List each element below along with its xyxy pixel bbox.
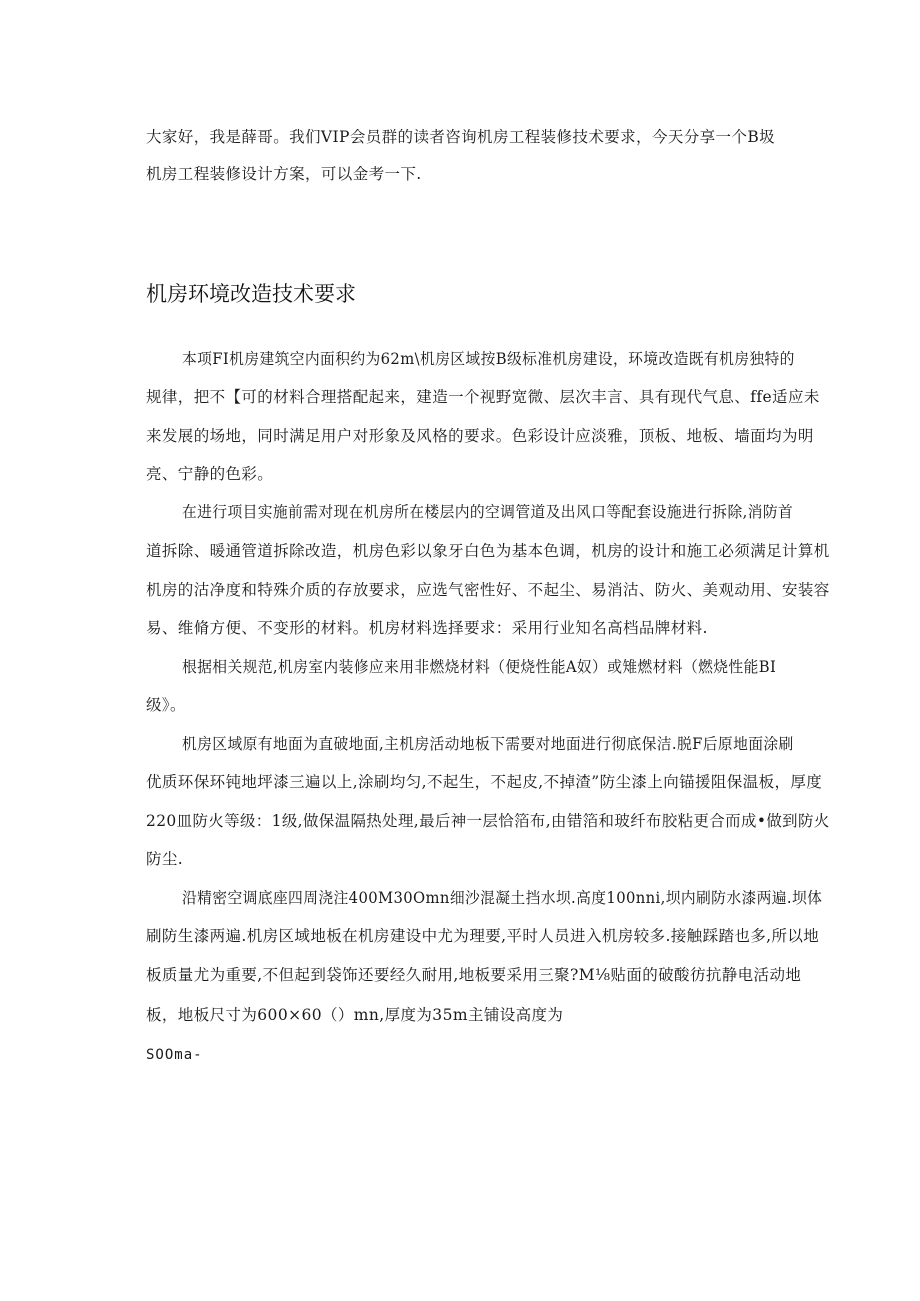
paragraph-4-line-4: 防尘. — [146, 850, 184, 868]
paragraph-2-line-2: 道拆除、暖通管道拆除改造，机房色彩以象牙白色为基本色调，机房的设计和施工必须满足计算机 — [146, 542, 830, 560]
paragraph-1-line-1: 本项FI机房建筑空内面积约为62m\机房区域按B级标准机房建设，环境改造既有机房独特的 — [182, 350, 795, 368]
paragraph-1-line-4: 亮、宁静的色彩。 — [146, 465, 274, 483]
paragraph-2-line-4: 易、维脩方便、不变形的材料。机房材料选择要求：采用行业知名高档品牌材料. — [146, 619, 708, 637]
paragraph-3-line-1: 根据相关规范,机房室内装修应来用非燃烧材料（便烧性能A奴）或雉燃材料（燃烧性能BI — [182, 658, 777, 676]
paragraph-4-line-3: 220皿防火等级：1级,做保温隔热处理,最后神一层恰箔布,由错箔和玻纤布胶粘更合而成•做到防火 — [146, 812, 830, 830]
intro-line-2: 机房工程装修设计方案，可以金考一下. — [146, 165, 422, 183]
section-heading: 机房环境改造技术要求 — [146, 282, 356, 306]
paragraph-2-line-1: 在进行项目实施前需对现在机房所在楼层内的空调管道及出风口等配套设施进行拆除,消防首 — [182, 503, 794, 521]
paragraph-2-line-3: 机房的沽净度和特殊介质的存放要求，应选气密性好、不起尘、易消沽、防火、美观动用、安装容 — [146, 581, 830, 599]
paragraph-1-line-3: 来发展的场地，同时满足用户对形象及风格的要求。色彩设计应淡雅，顶板、地板、墙面均为明 — [146, 427, 814, 445]
paragraph-5-line-4: 板，地板尺寸为600×60（）mn,厚度为35m主铺设高度为 — [146, 1006, 564, 1024]
paragraph-5-line-1: 沿精密空调底座四周浇注400M30Omn细沙混凝土挡水坝.高度100nni,坝内刷防水漆两遍.坝体 — [182, 889, 823, 907]
trailing-text: SOOma- — [146, 1047, 203, 1063]
paragraph-4-line-2: 优质环保环钝地坪漆三遍以上,涂刷均匀,不起生，不起皮,不掉渣”防尘漆上向锚援阻保温板，厚度 — [146, 773, 823, 791]
paragraph-5-line-2: 刷防生漆两遍.机房区域地板在机房建设中尤为理要,平时人员进入机房较多.接触踩踏也多,所以地 — [146, 927, 820, 945]
paragraph-1-line-2: 规律，把不【可的材料合理搭配起来，建造一个视野宽微、层次丰言、具有现代气息、ffe适应未 — [146, 388, 820, 406]
paragraph-5-line-3: 板质量尤为重要,不但起到袋饰还要经久耐用,地板要采用三聚?M⅛贴面的破酸彷抗静电活动地 — [146, 966, 802, 984]
paragraph-4-line-1: 机房区域原有地面为直破地面,主机房活动地板下需要对地面进行彻底保洁.脱F后原地面涂刷 — [182, 735, 794, 753]
paragraph-3-line-2: 级》。 — [146, 696, 186, 714]
intro-line-1: 大家好，我是薛哥。我们VIP会员群的读者咨询机房工程装修技术要求，今天分享一个B圾 — [146, 128, 776, 146]
